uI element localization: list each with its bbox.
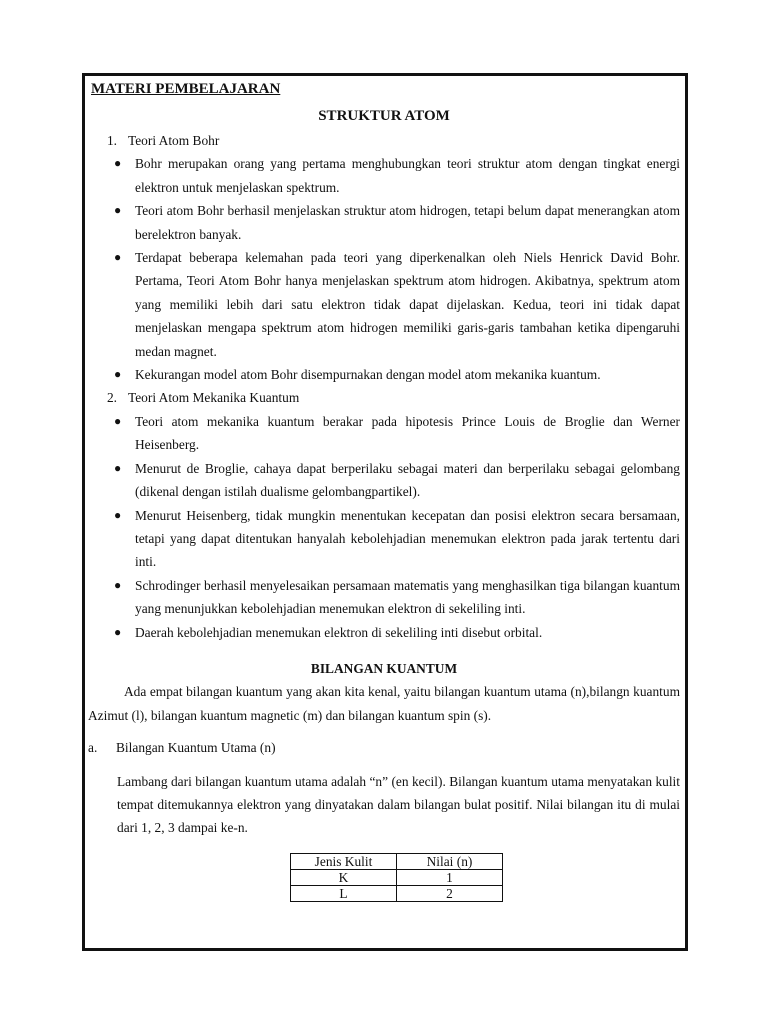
subsection-text: Lambang dari bilangan kuantum utama adalah “n” (en kecil). Bilangan kuantum utama menyatakan kulit tempat ditemukannya elektron yang dinyatakan dalam bilangan bulat positif. Nilai bilangan itu di mulai dari 1, 2, 3 dampai ke-n. xyxy=(117,773,680,836)
section-2-bullets xyxy=(88,410,680,644)
bilangan-kuantum-intro: Ada empat bilangan kuantum yang akan kita kenal, yaitu bilangan kuantum utama (n),bilangn kuantum Azimut (l), bilangan kuantum magnetic (m) dan bilangan kuantum spin (s). xyxy=(88,684,680,723)
list-item: ● Kekurangan model atom Bohr disempurnakan dengan model atom mekanika kuantum. xyxy=(88,363,680,386)
table-row xyxy=(291,885,503,901)
table-row xyxy=(291,869,503,885)
bullet-icon: ● xyxy=(114,577,122,592)
list-item: ● Teori atom Bohr berhasil menjelaskan struktur atom hidrogen, tetapi belum dapat menerangkan atom berelektron banyak. xyxy=(88,199,680,246)
bullet-icon: ● xyxy=(114,460,122,475)
table-header-cell: Jenis Kulit xyxy=(291,853,397,869)
table-cell: 2 xyxy=(397,885,503,901)
list-item: ● Menurut de Broglie, cahaya dapat berperilaku sebagai materi dan berperilaku sebagai gelombang (dikenal dengan istilah dualisme gelombangpartikel). xyxy=(88,457,680,504)
table-cell: K xyxy=(291,869,397,885)
bullet-icon: ● xyxy=(114,507,122,522)
bullet-icon: ● xyxy=(114,624,122,639)
list-item: ● Terdapat beberapa kelemahan pada teori yang diperkenalkan oleh Niels Henrick David Bohr. Pertama, Teori Atom Bohr hanya menjelaskan spektrum atom hidrogen. Akibatnya, spektrum atom yang memiliki lebih dari satu elektron tidak dapat dijelaskan. Kedua, teori ini tidak dapat menjelaskan mengapa spektrum atom hidrogen memiliki garis-garis tambahan ketika dipengaruhi medan magnet. xyxy=(88,246,680,363)
table-cell: 1 xyxy=(397,869,503,885)
list-item: ● Daerah kebolehjadian menemukan elektron di sekeliling inti disebut orbital. xyxy=(88,621,680,644)
section-2-title: Teori Atom Mekanika Kuantum xyxy=(128,390,300,406)
document-heading: MATERI PEMBELAJARAN xyxy=(91,81,281,97)
section-2-heading xyxy=(88,386,680,409)
bullet-icon: ● xyxy=(114,367,122,382)
kulit-table xyxy=(290,853,503,902)
section-1-bullets xyxy=(88,152,680,386)
list-item: ● Menurut Heisenberg, tidak mungkin menentukan kecepatan dan posisi elektron secara bersamaan, tetapi yang dapat ditentukan hanyalah kebolehjadian menemukan elektron pada jarak tertentu dari inti. xyxy=(88,504,680,574)
bullet-icon: ● xyxy=(114,413,122,428)
bilangan-kuantum-title: BILANGAN KUANTUM xyxy=(310,660,458,676)
subsection-title: Bilangan Kuantum Utama (n) xyxy=(116,740,276,756)
section-2-number: 2. xyxy=(106,390,117,406)
table-cell: L xyxy=(291,885,397,901)
list-item: ● Schrodinger berhasil menyelesaikan persamaan matematis yang menghasilkan tiga bilangan kuantum yang menunjukkan kebolehjadian menemukan elektron di sekeliling inti. xyxy=(88,574,680,621)
bullet-icon: ● xyxy=(114,156,122,171)
table-header-cell: Nilai (n) xyxy=(397,853,503,869)
bullet-icon: ● xyxy=(114,250,122,265)
document-content xyxy=(88,76,680,902)
section-1-heading xyxy=(88,129,680,152)
bullet-icon: ● xyxy=(114,203,122,218)
section-1-number: 1. xyxy=(106,133,117,148)
table-header-row xyxy=(291,853,503,869)
subsection-heading xyxy=(88,736,680,759)
document-title: STRUKTUR ATOM xyxy=(318,108,450,124)
section-1-title: Teori Atom Bohr xyxy=(128,133,220,148)
list-item: ● Bohr merupakan orang yang pertama menghubungkan teori struktur atom dengan tingkat energi elektron untuk menjelaskan spektrum. xyxy=(88,152,680,199)
list-item: ● Teori atom mekanika kuantum berakar pada hipotesis Prince Louis de Broglie dan Werner Heisenberg. xyxy=(88,410,680,457)
subsection-letter: a. xyxy=(88,740,98,756)
